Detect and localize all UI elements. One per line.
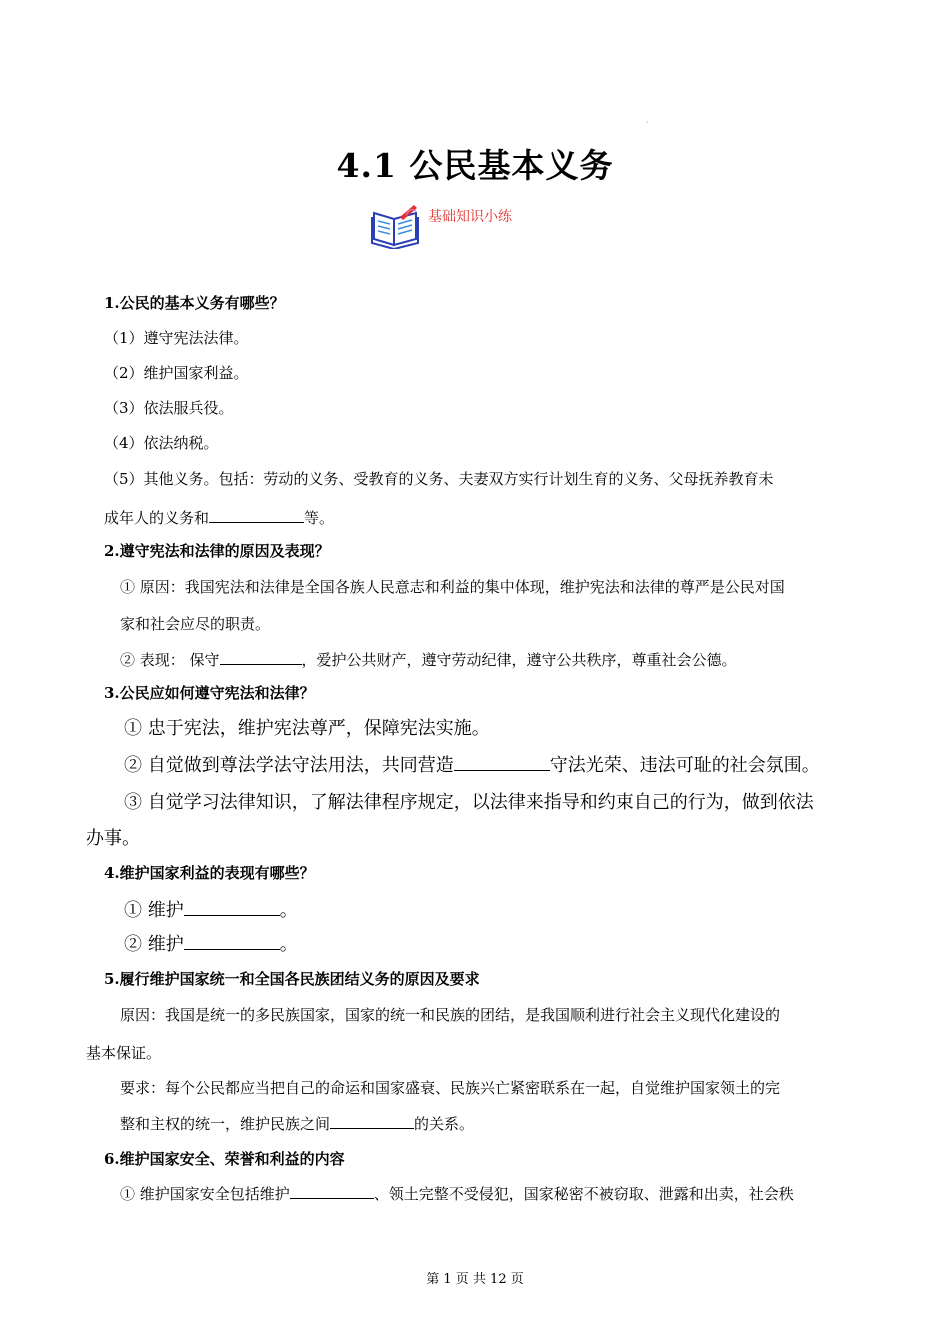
q1-item-5-line2: 成年人的义务和 等。	[104, 509, 335, 527]
answer-blank[interactable]	[454, 752, 550, 771]
q5-reason-line2: 基本保证。	[86, 1044, 162, 1062]
q2-reason-line1: ① 原因：我国宪法和法律是全国各族人民意志和利益的集中体现，维护宪法和法律的尊严是公民对国	[120, 578, 785, 596]
answer-blank[interactable]	[290, 1183, 374, 1199]
page-title: 4.1 公民基本义务	[336, 146, 614, 185]
answer-blank[interactable]	[330, 1113, 414, 1129]
q3-line2: ② 自觉做到尊法学法守法用法，共同营造 守法光荣、违法可耻的社会氛围。	[124, 751, 820, 777]
q2-show-line: ② 表现： 保守 ，爱护公共财产，遵守劳动纪律，遵守公共秩序，尊重社会公德。	[120, 651, 737, 669]
q5-heading: 5.履行维护国家统一和全国各民族团结义务的原因及要求	[104, 970, 480, 988]
dot-mark: ·	[646, 118, 649, 127]
q6-line1: ① 维护国家安全包括维护 、领土完整不受侵犯，国家秘密不被窃取、泄露和出卖，社会秩	[120, 1185, 794, 1203]
badge-label: 基础知识小练	[428, 209, 512, 225]
q1-item-4: （4）依法纳税。	[104, 434, 219, 452]
book-icon	[370, 203, 422, 253]
q1-item-1: （1）遵守宪法法律。	[104, 329, 249, 347]
q1-heading: 1.公民的基本义务有哪些？	[104, 294, 285, 312]
q4-item1: ① 维护 。	[124, 896, 298, 922]
q4-heading: 4.维护国家利益的表现有哪些？	[104, 864, 315, 882]
q3-heading: 3.公民应如何遵守宪法和法律？	[104, 684, 315, 702]
q1-item-5-line1: （5）其他义务。包括：劳动的义务、受教育的义务、夫妻双方实行计划生育的义务、父母抚养教育未	[104, 470, 774, 488]
q3-line3: ③ 自觉学习法律知识，了解法律程序规定，以法律来指导和约束自己的行为，做到依法	[124, 792, 814, 813]
q3-line4: 办事。	[86, 828, 140, 849]
q3-line1: ① 忠于宪法，维护宪法尊严，保障宪法实施。	[124, 718, 490, 739]
page-footer: 第 1 页 共 12 页	[426, 1272, 524, 1287]
answer-blank[interactable]	[184, 931, 280, 950]
q5-req-line2: 整和主权的统一，维护民族之间 的关系。	[120, 1115, 475, 1133]
answer-blank[interactable]	[184, 897, 280, 916]
q4-item2: ② 维护 。	[124, 930, 298, 956]
answer-blank[interactable]	[209, 507, 304, 523]
q2-reason-line2: 家和社会应尽的职责。	[120, 615, 271, 633]
q5-reason-line1: 原因：我国是统一的多民族国家，国家的统一和民族的团结，是我国顺利进行社会主义现代化建设的	[120, 1006, 781, 1024]
q2-heading: 2.遵守宪法和法律的原因及表现？	[104, 542, 330, 560]
answer-blank[interactable]	[220, 649, 302, 665]
q6-heading: 6.维护国家安全、荣誉和利益的内容	[104, 1150, 345, 1168]
q5-req-line1: 要求：每个公民都应当把自己的命运和国家盛衰、民族兴亡紧密联系在一起，自觉维护国家领土的完	[120, 1079, 781, 1097]
q1-item-3: （3）依法服兵役。	[104, 399, 234, 417]
q1-item-2: （2）维护国家利益。	[104, 364, 249, 382]
